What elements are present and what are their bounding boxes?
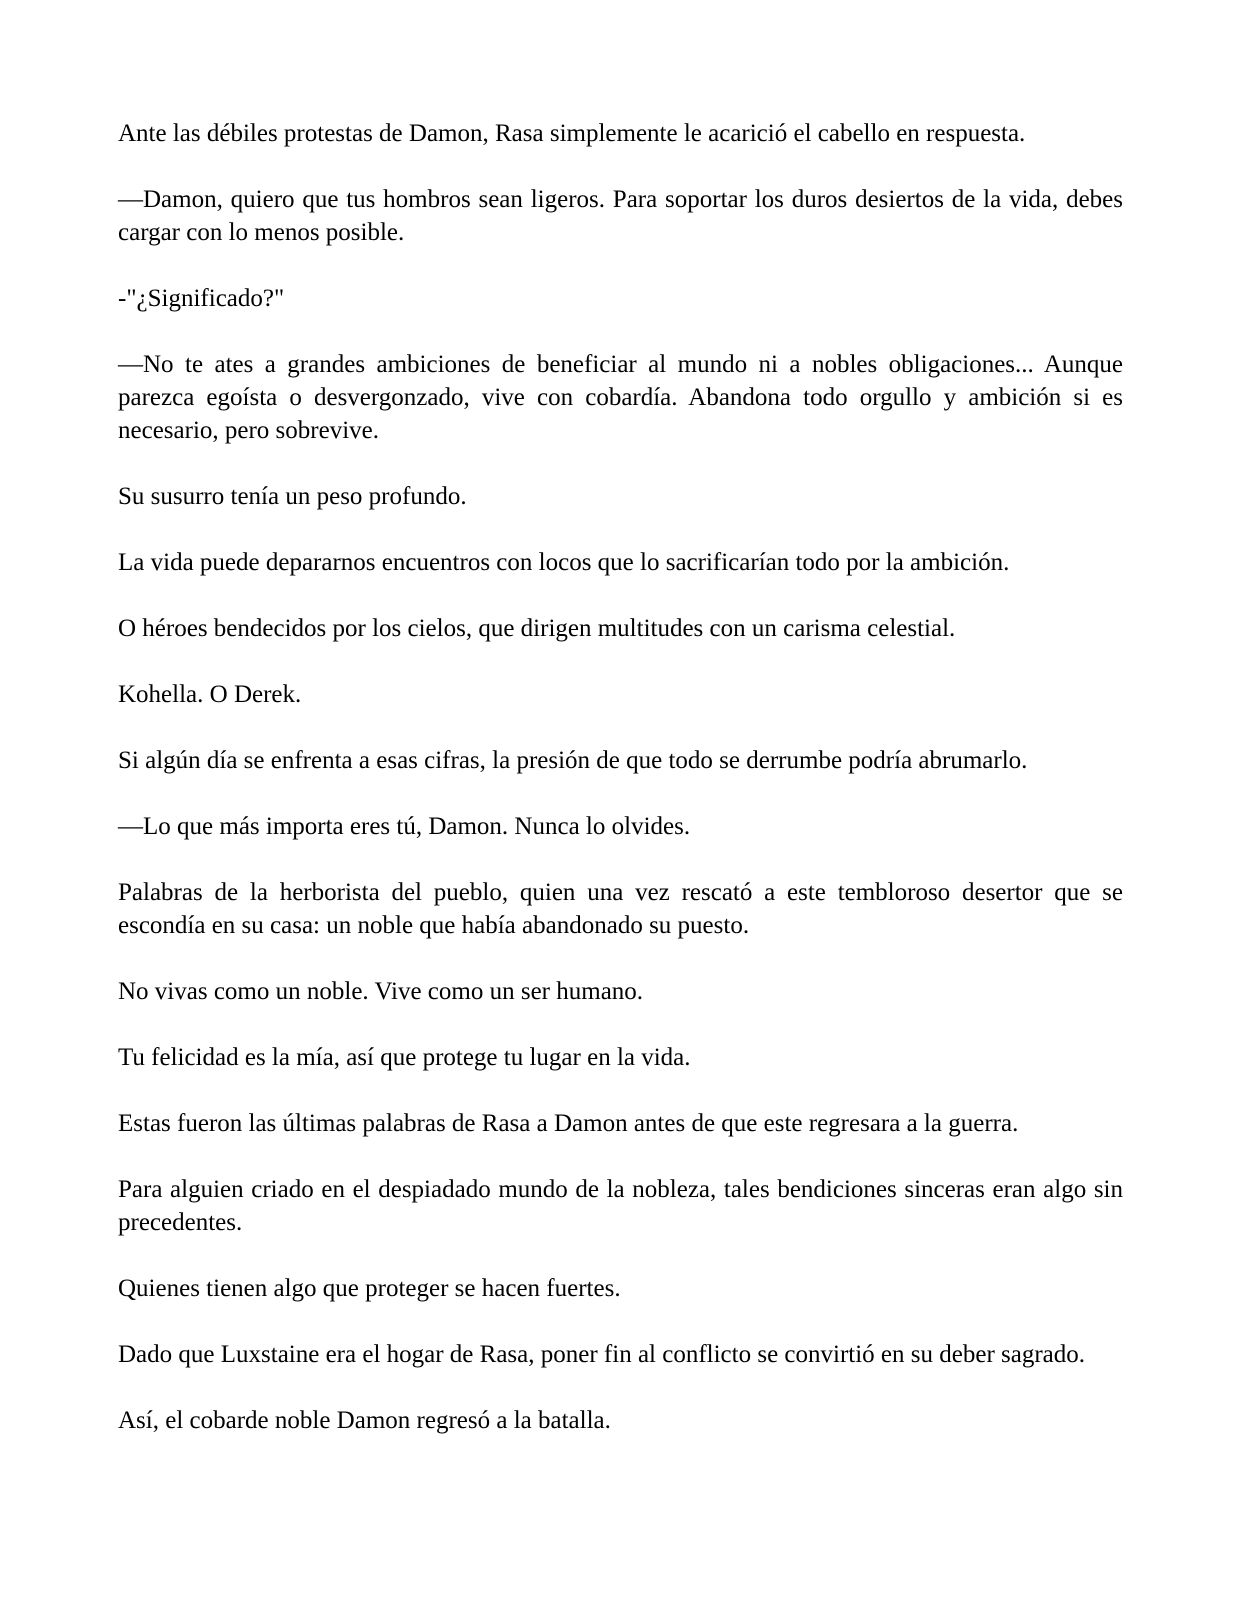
paragraph: Palabras de la herborista del pueblo, quien una vez rescató a este tembloroso desertor que se escondía en su casa: un noble que había abandonado su puesto. bbox=[118, 879, 1123, 939]
paragraph: —Damon, quiero que tus hombros sean ligeros. Para soportar los duros desiertos de la vida, debes cargar con lo menos posible. bbox=[118, 186, 1123, 246]
paragraph: Si algún día se enfrenta a esas cifras, la presión de que todo se derrumbe podría abrumarlo. bbox=[118, 747, 1028, 774]
paragraph: -"¿Significado?" bbox=[118, 285, 285, 312]
paragraph: —Lo que más importa eres tú, Damon. Nunca lo olvides. bbox=[118, 813, 691, 840]
paragraph: Estas fueron las últimas palabras de Rasa a Damon antes de que este regresara a la guerra. bbox=[118, 1110, 1019, 1137]
paragraph: Tu felicidad es la mía, así que protege tu lugar en la vida. bbox=[118, 1044, 691, 1071]
paragraph: Para alguien criado en el despiadado mundo de la nobleza, tales bendiciones sinceras eran algo sin precedentes. bbox=[118, 1176, 1123, 1236]
document-body bbox=[118, 117, 1123, 1470]
paragraph: No vivas como un noble. Vive como un ser humano. bbox=[118, 978, 644, 1005]
paragraph: Ante las débiles protestas de Damon, Rasa simplemente le acarició el cabello en respuesta. bbox=[118, 120, 1026, 147]
paragraph: Kohella. O Derek. bbox=[118, 681, 302, 708]
paragraph: —No te ates a grandes ambiciones de beneficiar al mundo ni a nobles obligaciones... Aunque parezca egoísta o desvergonzado, vive con cobardía. Abandona todo orgullo y ambición si es necesario, pero sobrevive. bbox=[118, 351, 1123, 444]
paragraph: Su susurro tenía un peso profundo. bbox=[118, 483, 467, 510]
paragraph: Dado que Luxstaine era el hogar de Rasa, poner fin al conflicto se convirtió en su deber sagrado. bbox=[118, 1341, 1086, 1368]
paragraph: Así, el cobarde noble Damon regresó a la batalla. bbox=[118, 1407, 611, 1434]
paragraph: Quienes tienen algo que proteger se hacen fuertes. bbox=[118, 1275, 621, 1302]
paragraph: La vida puede depararnos encuentros con locos que lo sacrificarían todo por la ambición. bbox=[118, 549, 1010, 576]
paragraph: O héroes bendecidos por los cielos, que dirigen multitudes con un carisma celestial. bbox=[118, 615, 956, 642]
